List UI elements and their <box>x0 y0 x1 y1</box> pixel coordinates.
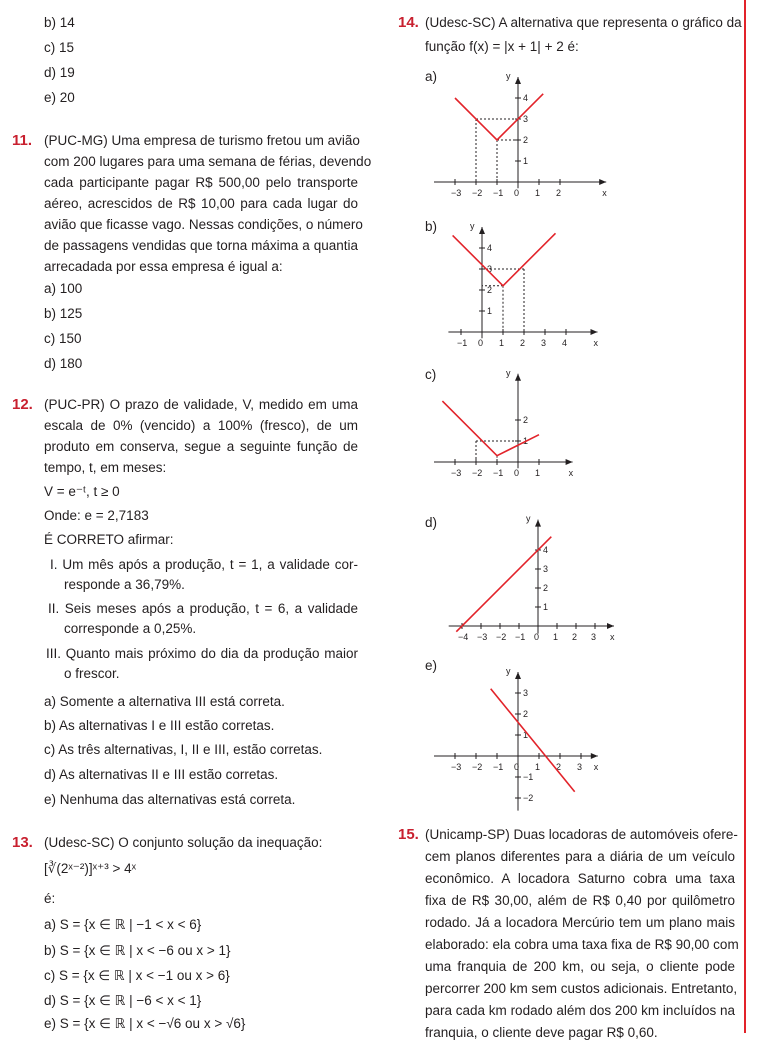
q11-option-b[interactable]: b) 125 <box>44 306 83 321</box>
q14-text-line: (Udesc-SC) A alternativa que representa o gráfico da <box>425 15 742 30</box>
x-tick-label: −1 <box>493 468 504 478</box>
q13-inequation: [∛(2ˣ⁻²)]ˣ⁺³ > 4ˣ <box>44 861 137 876</box>
y-tick-label: 3 <box>523 688 529 698</box>
x-tick-label: 2 <box>572 632 578 642</box>
y-axis-label: y <box>470 221 475 231</box>
y-tick-label: 1 <box>543 602 549 612</box>
q12-option-b[interactable]: b) As alternativas I e III estão corretas. <box>44 718 275 733</box>
x-axis-arrow <box>591 329 598 335</box>
q11-option-d[interactable]: d) 180 <box>44 356 83 371</box>
x-axis-label: x <box>593 762 599 772</box>
x-axis-label: x <box>602 188 607 198</box>
function-line <box>442 401 539 456</box>
q14-number: 14. <box>398 14 419 31</box>
q12-number: 12. <box>12 396 33 413</box>
x-tick-label: 0 <box>478 338 484 348</box>
q12-item-i-cont: responde a 36,79%. <box>64 577 185 592</box>
x-axis-arrow <box>607 623 614 629</box>
y-axis-arrow <box>535 520 541 527</box>
x-tick-label: −2 <box>472 188 483 198</box>
q11-text-line: arrecadada por essa empresa é igual a: <box>44 259 283 274</box>
q12-option-a[interactable]: a) Somente a alternativa III está correta. <box>44 694 285 709</box>
x-tick-label: −1 <box>493 762 504 772</box>
x-tick-label: 2 <box>556 762 562 772</box>
q12-item-iii: III. Quanto mais próximo do dia da produção maior <box>46 646 358 661</box>
y-axis-arrow <box>515 374 521 381</box>
q12-item-ii-cont: corresponde a 0,25%. <box>64 621 197 636</box>
x-axis-arrow <box>566 459 573 465</box>
q12-text-line: produto em conserva, segue a seguinte função de <box>44 439 358 454</box>
x-tick-label: −4 <box>458 632 469 642</box>
q11-text-line: cada participante pagar R$ 500,00 pelo transporte <box>44 175 358 190</box>
q12-option-c[interactable]: c) As três alternativas, I, II e III, estão corretas. <box>44 742 323 757</box>
x-tick-label: 3 <box>591 632 597 642</box>
q12-item-iii-cont: o frescor. <box>64 666 120 681</box>
x-axis-label: x <box>568 468 574 478</box>
q12-text-line: tempo, t, em meses: <box>44 460 167 475</box>
y-tick-label: 1 <box>487 306 493 316</box>
y-axis-label: y <box>506 71 511 81</box>
y-tick-label: 2 <box>523 709 529 719</box>
q14-graph-label-d[interactable]: d) <box>425 515 438 530</box>
q11-option-c[interactable]: c) 150 <box>44 331 82 346</box>
y-tick-label: 2 <box>543 583 549 593</box>
x-tick-label: −2 <box>472 762 483 772</box>
q12-option-d[interactable]: d) As alternativas II e III estão corretas. <box>44 767 279 782</box>
x-tick-label: 3 <box>577 762 583 772</box>
q14-text-line: função f(x) = |x + 1| + 2 é: <box>425 39 579 54</box>
x-tick-label: −3 <box>451 468 462 478</box>
y-axis-label: y <box>506 367 511 378</box>
q11-number: 11. <box>12 132 33 149</box>
y-axis-arrow <box>479 227 485 234</box>
q10-option-e[interactable]: e) 20 <box>44 90 75 105</box>
x-tick-label: −1 <box>457 338 468 348</box>
q12-onde: Onde: e = 2,7183 <box>44 508 149 523</box>
q11-text-line: aéreo, acrescidos de R$ 10,00 para cada lugar do <box>44 196 358 211</box>
x-tick-label: 1 <box>553 632 559 642</box>
q12-item-ii: II. Seis meses após a produção, t = 6, a validade <box>48 601 358 616</box>
x-tick-label: 0 <box>514 468 520 478</box>
q15-text-line: percorrer 200 km sem custos adicionais. Entretanto, <box>425 981 738 996</box>
y-axis-label: y <box>526 513 531 524</box>
x-tick-label: 2 <box>556 188 562 198</box>
q12-correto: É CORRETO afirmar: <box>44 532 174 547</box>
x-tick-label: 0 <box>514 188 520 198</box>
x-tick-label: −2 <box>472 468 483 478</box>
x-axis-arrow <box>591 753 598 759</box>
q14-graph-label-c[interactable]: c) <box>425 367 437 382</box>
q14-graph-label-b[interactable]: b) <box>425 219 438 234</box>
y-tick-label: 2 <box>487 285 493 295</box>
y-tick-label: −1 <box>523 772 534 782</box>
function-line <box>453 233 556 285</box>
x-tick-label: 1 <box>499 338 505 348</box>
x-tick-label: −2 <box>496 632 507 642</box>
y-tick-label: 3 <box>523 114 529 124</box>
y-tick-label: 4 <box>487 243 493 253</box>
y-tick-label: 3 <box>543 564 549 574</box>
q13-option-b[interactable]: b) S = {x ∈ ℝ | x < −6 ou x > 1} <box>44 943 231 958</box>
x-tick-label: −3 <box>477 632 488 642</box>
q10-option-d[interactable]: d) 19 <box>44 65 75 80</box>
q15-number: 15. <box>398 826 419 843</box>
x-tick-label: 1 <box>535 762 541 772</box>
y-tick-label: 1 <box>523 730 529 740</box>
y-tick-label: 4 <box>543 545 549 555</box>
x-axis-label: x <box>593 338 598 348</box>
x-axis-arrow <box>599 179 606 185</box>
q15-text-line: uma franquia de 200 km, ou seja, o cliente pode <box>425 959 735 974</box>
q15-text-line: elaborado: ela cobra uma taxa fixa de R$ 90,00 com <box>425 937 739 952</box>
y-tick-label: 1 <box>523 156 529 166</box>
q13-option-d[interactable]: d) S = {x ∈ ℝ | −6 < x < 1} <box>44 993 202 1008</box>
q15-text-line: para cada km rodado além dos 200 km incluídos na <box>425 1003 735 1018</box>
q13-option-a[interactable]: a) S = {x ∈ ℝ | −1 < x < 6} <box>44 917 202 932</box>
y-axis-arrow <box>515 672 521 679</box>
q15-text-line: rodado. Já a locadora Mercúrio tem um plano mais <box>425 915 735 930</box>
q11-option-a[interactable]: a) 100 <box>44 281 83 296</box>
y-axis-label: y <box>506 666 511 676</box>
y-tick-label: 1 <box>523 436 529 446</box>
y-tick-label: 2 <box>523 135 529 145</box>
x-tick-label: 1 <box>535 468 541 478</box>
q15-text-line: (Unicamp-SP) Duas locadoras de automóveis ofere- <box>425 827 738 842</box>
x-tick-label: 4 <box>562 338 568 348</box>
q13-text-line: (Udesc-SC) O conjunto solução da inequação: <box>44 835 323 850</box>
y-tick-label: 2 <box>523 415 529 425</box>
q10-option-b[interactable]: b) 14 <box>44 15 75 30</box>
y-tick-label: 4 <box>523 93 529 103</box>
q14-graph-label-e[interactable]: e) <box>425 658 438 673</box>
x-tick-label: 1 <box>535 188 541 198</box>
y-tick-label: −2 <box>523 793 534 803</box>
q11-text-line: com 200 lugares para uma semana de férias, devendo <box>44 154 372 169</box>
page-margin-rule <box>744 0 746 1033</box>
x-tick-label: 0 <box>514 762 520 772</box>
q15-text-line: fixa de R$ 30,00, além de R$ 0,40 por quilômetro <box>425 893 735 908</box>
q12-text-line: (PUC-PR) O prazo de validade, V, medido em uma <box>44 397 358 412</box>
y-axis-arrow <box>515 77 521 84</box>
q12-item-i: I. Um mês após a produção, t = 1, a validade cor- <box>50 557 358 572</box>
q13-e: é: <box>44 891 56 906</box>
x-tick-label: 2 <box>520 338 526 348</box>
q12-option-e[interactable]: e) Nenhuma das alternativas está correta. <box>44 792 296 807</box>
q13-option-e[interactable]: e) S = {x ∈ ℝ | x < −√6 ou x > √6} <box>44 1016 246 1031</box>
x-tick-label: −1 <box>493 188 504 198</box>
y-tick-label: 3 <box>487 264 493 274</box>
x-axis-label: x <box>610 632 615 642</box>
q13-option-c[interactable]: c) S = {x ∈ ℝ | x < −1 ou x > 6} <box>44 968 230 983</box>
x-tick-label: −3 <box>451 762 462 772</box>
function-line <box>456 537 551 632</box>
q15-text-line: econômico. A locadora Saturno cobra uma taxa <box>425 871 735 886</box>
q14-graph-label-a[interactable]: a) <box>425 69 438 84</box>
q12-formula: V = e⁻ᵗ, t ≥ 0 <box>44 484 120 499</box>
q11-text-line: de passagens vendidas que torna máxima a quantia <box>44 238 358 253</box>
q15-text-line: cem planos diferentes para a diária de um veículo <box>425 849 735 864</box>
x-tick-label: 0 <box>534 632 540 642</box>
x-tick-label: 3 <box>541 338 547 348</box>
function-line <box>455 94 543 140</box>
x-tick-label: −3 <box>451 188 462 198</box>
q10-option-c[interactable]: c) 15 <box>44 40 75 55</box>
q15-text-line: franquia, o cliente deve pagar R$ 0,60. <box>425 1025 658 1040</box>
q11-text-line: (PUC-MG) Uma empresa de turismo fretou um avião <box>44 133 360 148</box>
q11-text-line: avião que ficasse vago. Nessas condições, o número <box>44 217 363 232</box>
q12-text-line: escala de 0% (vencido) a 100% (fresco), de um <box>44 418 358 433</box>
x-tick-label: −1 <box>515 632 526 642</box>
q13-number: 13. <box>12 834 33 851</box>
